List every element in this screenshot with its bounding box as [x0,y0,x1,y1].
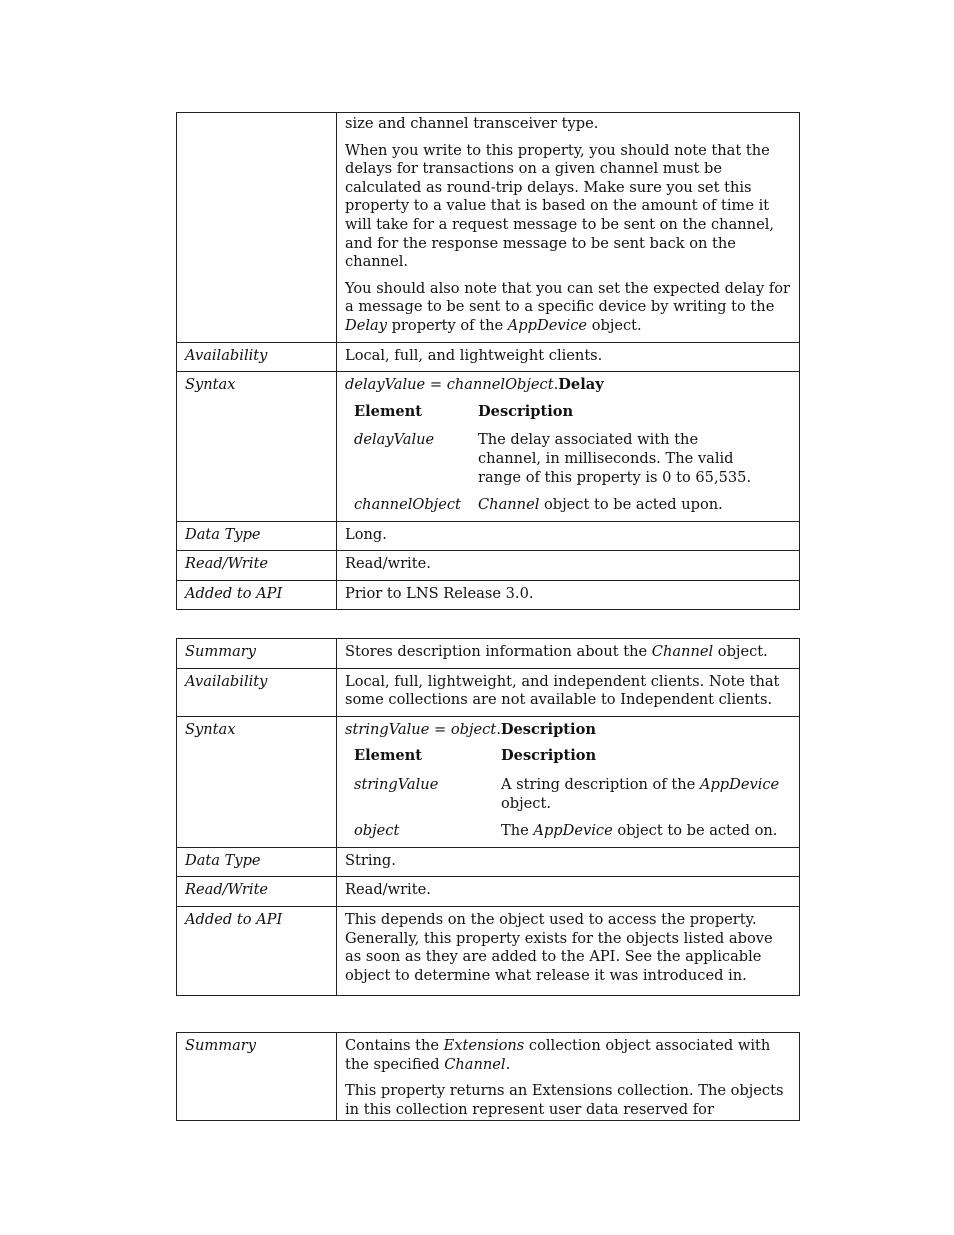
added-to-api-value: This depends on the object used to access the property. Generally, this property exists for the objects listed above as soon as they are added to the API. See the applicable object to determine what release it was introduced in. [337,906,800,995]
summary-paragraph-1: Contains the Extensions collection object associated with the specified Channel. [345,1037,771,1073]
element-header: Element [354,747,423,765]
summary-label: Summary [177,639,337,669]
element-description: The delay associated with the channel, in milliseconds. The valid range of this property is 0 to 65,535. [478,431,752,486]
availability-label: Availability [177,342,337,372]
syntax-label: Syntax [177,716,337,847]
syntax-line: stringValue = object.Description [345,720,596,738]
description-cell [337,113,800,343]
added-to-api-row [177,906,800,995]
description-header: Description [501,747,597,765]
element-description: A string description of the AppDevice object. [501,775,780,812]
element-row [345,776,791,822]
description-property-table [176,638,800,996]
description-header: Description [478,402,574,420]
added-to-api-row [177,580,800,610]
syntax-row [177,372,800,522]
extensions-property-table [176,1032,800,1121]
element-name: stringValue [354,775,439,793]
summary-value: Stores description information about the Channel object. [337,639,800,669]
element-name: channelObject [354,496,461,514]
read-write-label: Read/Write [177,551,337,581]
syntax-row [177,716,800,847]
data-type-value: String. [337,847,800,877]
read-write-value: Read/write. [337,551,800,581]
read-write-value: Read/write. [337,877,800,907]
availability-row [177,668,800,716]
read-write-row [177,877,800,907]
element-row [345,431,791,496]
summary-paragraph-2: This property returns an Extensions collection. The objects in this collection represent user data reserved for [345,1082,784,1118]
data-type-value: Long. [337,521,800,551]
availability-row [177,342,800,372]
empty-key-cell [177,113,337,343]
syntax-cell [337,716,800,847]
element-row [345,496,791,515]
element-name: delayValue [354,431,435,449]
element-row [345,822,791,841]
element-name: object [354,822,400,840]
summary-row [177,1033,800,1121]
description-continued-row [177,113,800,343]
summary-row [177,639,800,669]
data-type-row [177,847,800,877]
delay-property-table [176,112,800,610]
element-description: Channel object to be acted upon. [478,496,723,514]
description-paragraph-1: size and channel transceiver type. [345,115,599,132]
description-paragraph-3: You should also note that you can set the expected delay for a message to be sent to a specific device by writing to the Delay property of the AppDevice object. [345,279,791,334]
summary-cell [337,1033,800,1121]
availability-value: Local, full, lightweight, and independent clients. Note that some collections are not available to Independent clients. [337,668,800,716]
data-type-label: Data Type [177,847,337,877]
element-description: The AppDevice object to be acted on. [501,822,778,840]
element-header: Element [354,402,423,420]
availability-label: Availability [177,668,337,716]
added-to-api-value: Prior to LNS Release 3.0. [337,580,800,610]
description-paragraph-2: When you write to this property, you should note that the delays for transactions on a given channel must be calculated as round-trip delays. Make sure you set this property to a value that is based on the amount of time it will take for a request message to be sent on the channel, and for the response message to be sent back on the channel. [345,141,775,271]
read-write-label: Read/Write [177,877,337,907]
syntax-label: Syntax [177,372,337,522]
data-type-row [177,521,800,551]
syntax-elements-table [345,403,791,515]
syntax-elements-table [345,747,791,840]
added-to-api-label: Added to API [177,580,337,610]
added-to-api-label: Added to API [177,906,337,995]
summary-label: Summary [177,1033,337,1121]
data-type-label: Data Type [177,521,337,551]
syntax-cell [337,372,800,522]
syntax-line: delayValue = channelObject.Delay [345,376,604,394]
read-write-row [177,551,800,581]
availability-value: Local, full, and lightweight clients. [337,342,800,372]
